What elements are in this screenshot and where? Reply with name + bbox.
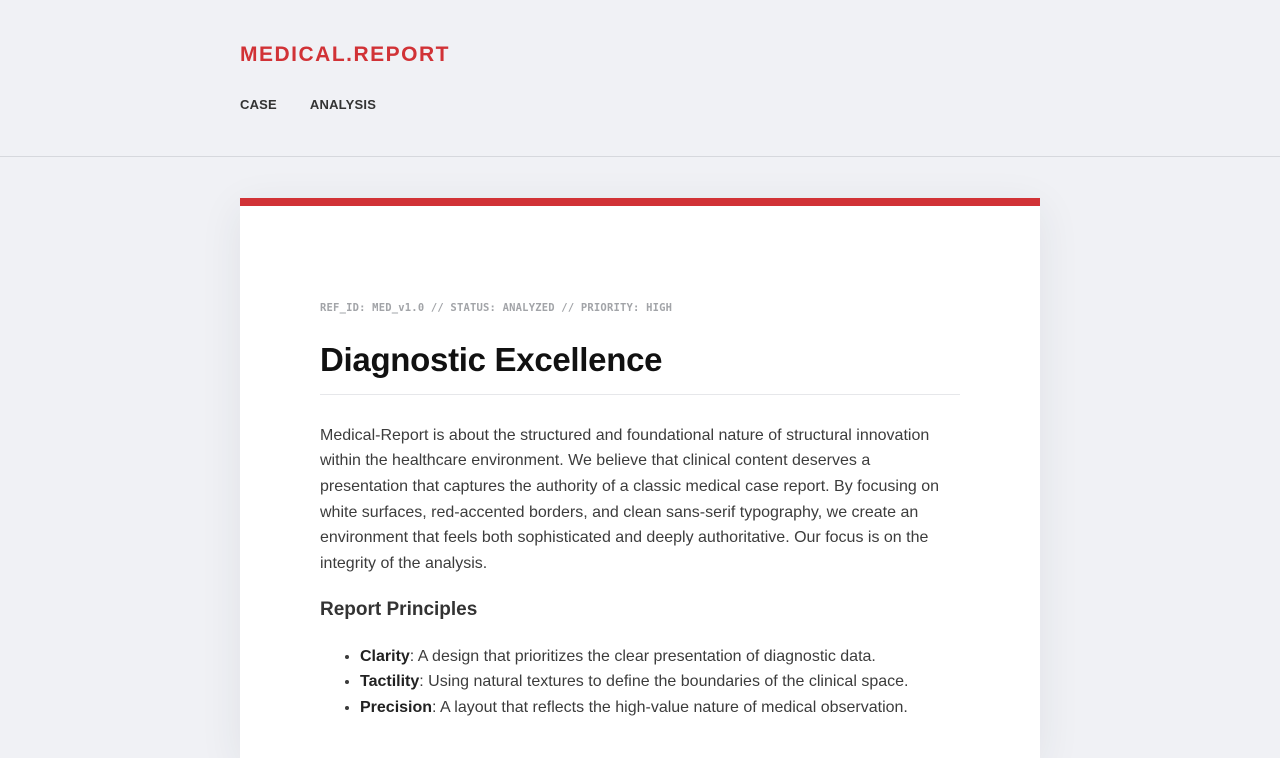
list-item [360, 695, 960, 721]
page-title: Diagnostic Excellence [320, 340, 960, 395]
principle-term: Clarity [360, 647, 410, 665]
report-meta: REF_ID: MED_v1.0 // STATUS: ANALYZED // PRIORITY: HIGH [320, 302, 673, 314]
principles-list [320, 644, 960, 721]
principle-text: : A design that prioritizes the clear presentation of diagnostic data. [409, 647, 876, 665]
principle-term: Tactility [360, 673, 420, 691]
intro-paragraph: Medical-Report is about the structured and foundational nature of structural innovation within the healthcare environment. We believe that clinical content deserves a presentation that captures the authority of a classic medical case report. By focusing on white surfaces, red-accented borders, and clean sans-serif typography, we create an environment that feels both sophisticated and deeply authoritative. Our focus is on the integrity of the analysis. [320, 426, 939, 573]
nav-link-analysis[interactable]: ANALYSIS [309, 97, 377, 112]
brand-logo-text[interactable]: MEDICAL.REPORT [240, 43, 450, 66]
report-card [240, 198, 1040, 758]
report-content [320, 302, 960, 720]
main-nav [240, 97, 376, 112]
principles-heading: Report Principles [320, 598, 478, 620]
principle-term: Precision [360, 698, 433, 716]
principle-text: : A layout that reflects the high-value nature of medical observation. [432, 698, 908, 716]
nav-link-case[interactable]: CASE [240, 97, 277, 112]
list-item [360, 644, 960, 670]
site-header [0, 0, 1280, 157]
principle-text: : Using natural textures to define the boundaries of the clinical space. [419, 673, 909, 691]
list-item [360, 669, 960, 695]
